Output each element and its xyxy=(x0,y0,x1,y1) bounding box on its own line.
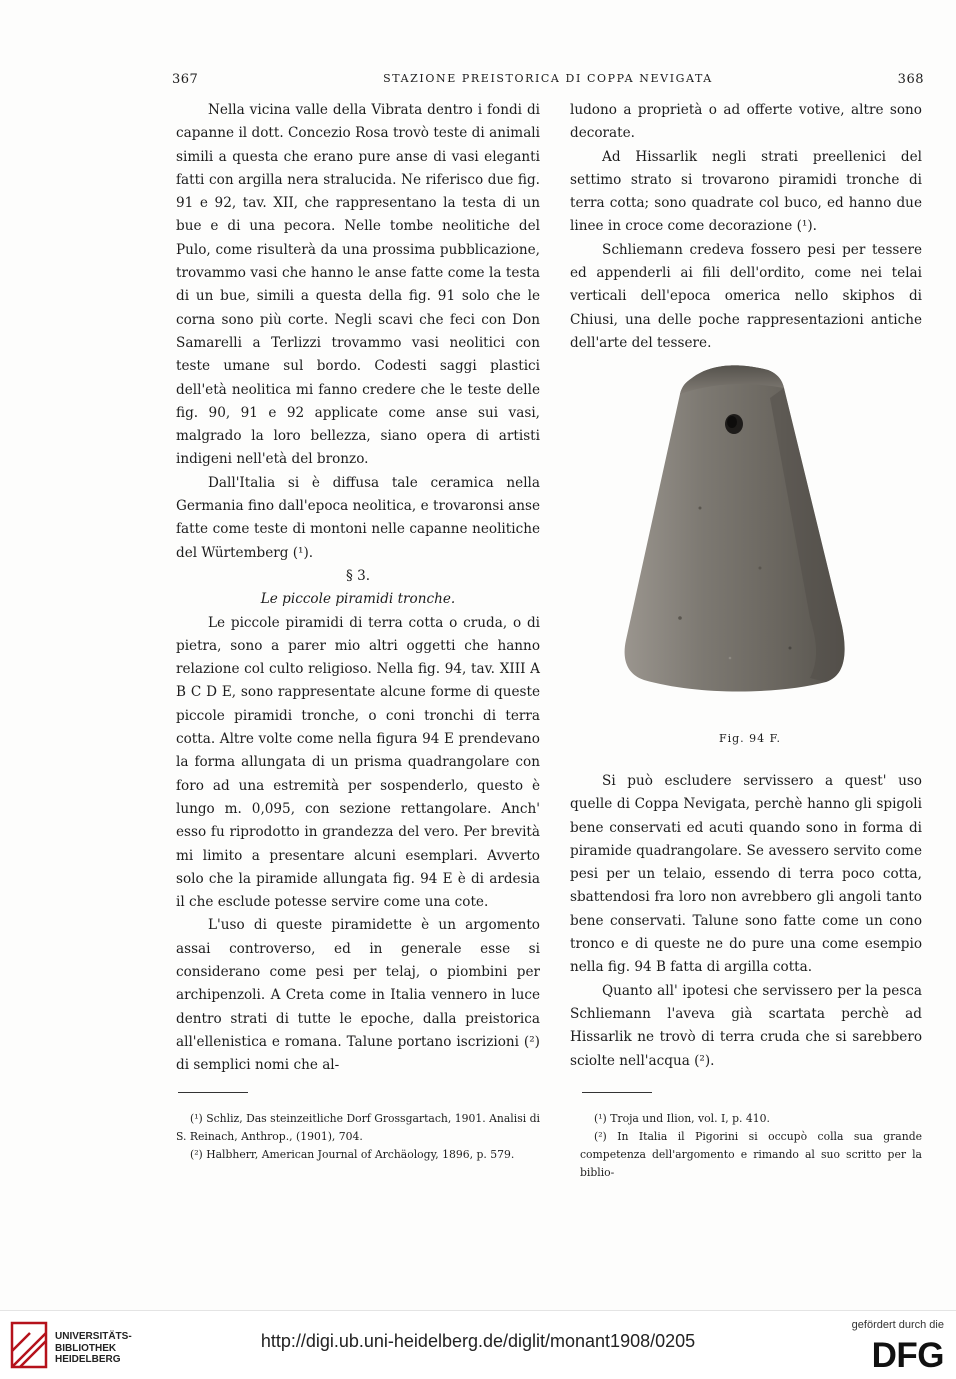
section-title: Le piccole piramidi tronche. xyxy=(260,591,456,608)
footnote xyxy=(580,1128,922,1182)
paragraph: Ad Hissarlik negli strati preellenici del settimo strato si trovarono piramidi tronche di terra cotta; sono quadrate col buco, ed hanno due linee in croce come decorazione (¹). xyxy=(570,148,922,235)
library-name: UNIVERSITÄTS- BIBLIOTHEK HEIDELBERG xyxy=(55,1331,132,1365)
footnotes-left xyxy=(176,1110,540,1164)
paragraph: Le piccole piramidi di terra cotta o cruda, o di pietra, sono a parer mio altri oggetti che hanno relazione col culto religioso. Nella fig. 94, tav. XIII A B C D E, sono rappresentate alcune forme di queste piccole piramidi tronche, o coni tronchi di terra cotta. Altre volte come nella figura 94 E prendevano la forma allungata di un prisma quadrangolare con foro ad una estremità per sospenderlo, questo è lungo m. 0,095, con sezione rettangolare. Anch' esso fu riprodotto in grandezza del vero. Per brevità mi limito a presentare alcuni esemplari. Avverto solo che la piramide allungata fig. 94 E è di ardesia il che esclude potesse servire come una cote. xyxy=(176,614,540,911)
paragraph: Schliemann credeva fossero pesi per tessere ed appenderli ai fili dell'ordito, come nei telai verticali dell'epoca omerica nello skiphos di Chiusi, una delle poche rappresentazioni antiche dell'arte del tessere. xyxy=(570,241,922,351)
footnote-text: Troja und Ilion, vol. I, p. 410. xyxy=(610,1112,770,1125)
truncated-pyramid-weight-icon xyxy=(620,358,868,718)
paragraph: Si può escludere servissero a quest' uso quelle di Coppa Nevigata, perchè hanno gli spigoli bene conservati ed acuti quando sono in forma di piramide quadrangolare. Se avessero servito come pesi per un telaio, essendo di terra poco cotta, sbattendosi fra loro non avrebbero gli angoli tanto bene conservati. Talune sono fatte come un cono tronco e di queste ne do pure una come esempio nella fig. 94 B fatta di argilla cotta. xyxy=(570,773,922,976)
footnote-text: Halbherr, American Journal of Archäology, 1896, p. 579. xyxy=(206,1148,515,1161)
paragraph: Nella vicina valle della Vibrata dentro i fondi di capanne il dott. Concezio Rosa trovò teste di animali simili a questa che erano pure anse di vasi eleganti fatti con argilla nera stralucida. Ne riferisco due fig. 91 e 92, tav. XII, che rappresentano la testa di un bue e di una pecora. Nelle tombe neolitiche del Pulo, come risulterà da una prossima pubblicazione, trovammo vasi che hanno le anse fatte come la testa di un bue, simili a questa della fig. 91 solo che le corna sono più corte. Negli scavi che feci con Don Samarelli a Terlizzi trovammo vasi neolitici con teste umane sul bordo. Codesti saggi plastici dell'età neolitica mi fanno credere che le teste delle fig. 90, 91 e 92 applicate come anse sui vasi, malgrado la loro bellezza, siano opera di artisti indigeni nell'età del bronzo. xyxy=(176,102,540,468)
right-column-top xyxy=(570,99,922,355)
footnote xyxy=(580,1110,922,1128)
digital-library-footer xyxy=(0,1310,956,1379)
footnotes-right xyxy=(580,1110,922,1182)
footnote-mark: (¹) xyxy=(594,1112,607,1125)
footnote-rule-left xyxy=(178,1092,248,1093)
paragraph: Dall'Italia si è diffusa tale ceramica nella Germania fino dall'epoca neolitica, e trovaronsi anse fatte come teste di montoni nelle capanne neolitiche del Würtemberg (¹). xyxy=(176,474,540,561)
paragraph: ludono a proprietà o ad offerte votive, altre sono decorate. xyxy=(570,102,922,142)
running-title: STAZIONE PREISTORICA DI COPPA NEVIGATA xyxy=(383,72,713,85)
footnote-text: Schliz, Das steinzeitliche Dorf Grossgartach, 1901. Analisi di S. Reinach, Anthrop., (1901), 704. xyxy=(176,1112,541,1143)
figure-caption: Fig. 94 F. xyxy=(718,732,782,745)
footnote-rule-right xyxy=(582,1092,652,1093)
footnote-text: In Italia il Pigorini si occupò colla sua grande competenza dell'argomento e rimando al suo scritto per la biblio- xyxy=(580,1130,922,1179)
footnote-mark: (¹) xyxy=(190,1112,203,1125)
funding-note: gefördert durch die xyxy=(851,1319,944,1331)
footnote xyxy=(176,1110,540,1146)
dfg-logo: DFG xyxy=(871,1336,944,1375)
right-column-bottom xyxy=(570,770,922,1073)
footnote xyxy=(176,1146,540,1164)
figure-94f-image xyxy=(620,358,868,718)
page-number-right: 368 xyxy=(897,72,924,87)
footnote-mark: (²) xyxy=(190,1148,203,1161)
left-column xyxy=(176,99,540,1077)
paragraph: Quanto all' ipotesi che servissero per la pesca Schliemann l'aveva già scartata perchè ad Hissarlik ne trovò di terra cruda che si sarebbero sciolte nell'acqua (²). xyxy=(570,982,922,1069)
running-header xyxy=(172,72,924,92)
paragraph: L'uso di queste piramidette è un argomento assai controverso, ed in generale esse si considerano come pesi per telaj, o piombini per archipenzoli. A Creta come in Italia vennero in luce dentro strati di tutte le epoche, dalla preistorica all'ellenistica e romana. Talune portano iscrizioni (²) di semplici nomi che al- xyxy=(176,917,540,1074)
permalink-url[interactable]: http://digi.ub.uni-heidelberg.de/diglit/monant1908/0205 xyxy=(260,1331,696,1351)
section-number: § 3. xyxy=(345,567,371,584)
footnote-mark: (²) xyxy=(594,1130,607,1143)
page-number-left: 367 xyxy=(172,72,199,87)
